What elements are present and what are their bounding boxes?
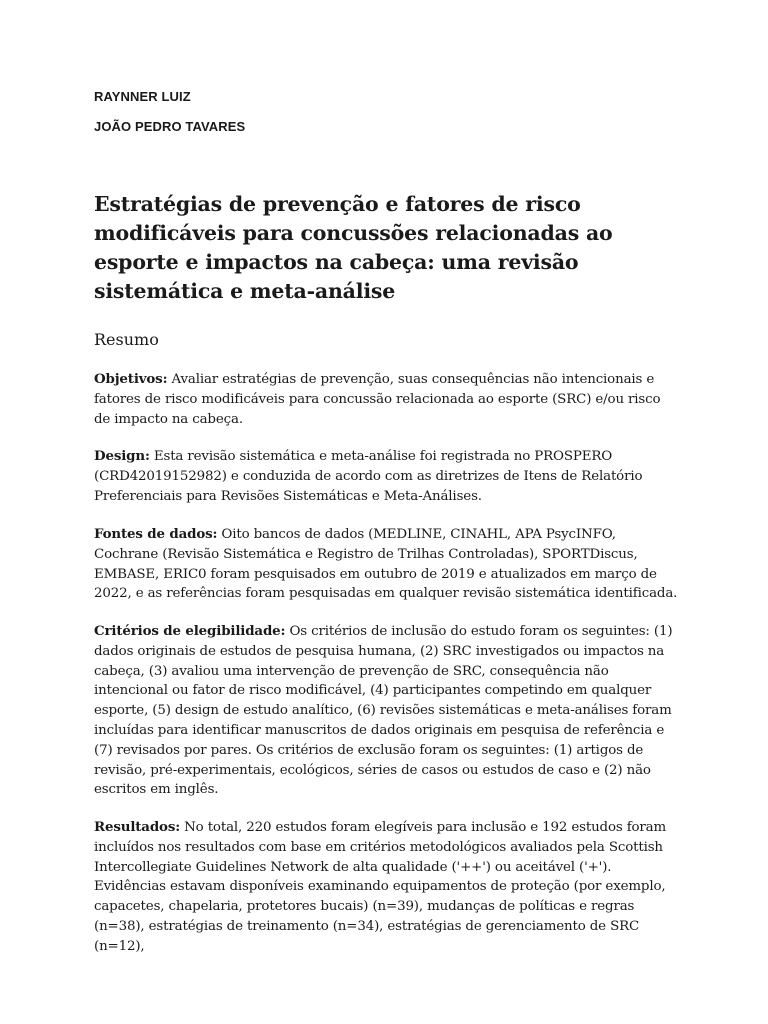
paragraph-text: No total, 220 estudos foram elegíveis para inclusão e 192 estudos foram incluídos nos resultados com base em critérios metodológicos avaliados pela Scottish Intercollegiate Guidelines Network de alta qualidade ('++') ou aceitável ('+'). Evidências estavam disponíveis examinando equipamentos de proteção (por exemplo, capacetes, chapelaria, protetores bucais) (n=39), mudanças de políticas e regras (n=38), estratégias de treinamento (n=34), estratégias de gerenciamento de SRC (n=12), — [94, 820, 667, 954]
paragraph-label: Design: — [94, 448, 150, 464]
paragraph-text: Esta revisão sistemática e meta-análise foi registrada no PROSPERO (CRD42019152982) e conduzida de acordo com as diretrizes de Itens de Relatório Preferenciais para Revisões Sistemáticas e Meta-Análises. — [94, 449, 643, 504]
section-heading-resumo: Resumo — [94, 330, 159, 349]
abstract-fontes-de-dados — [94, 525, 680, 604]
paragraph-label: Fontes de dados: — [94, 526, 218, 542]
paragraph-text: Oito bancos de dados (MEDLINE, CINAHL, APA PsycINFO, Cochrane (Revisão Sistemática e Registro de Trilhas Controladas), SPORTDiscus, EMBASE, ERIC0 foram pesquisados em outubro de 2019 e atualizados em março de 2022, e as referências foram pesquisadas em qualquer revisão sistemática identificada. — [94, 527, 678, 602]
author-name: RAYNNER LUIZ — [94, 89, 191, 104]
paragraph-text: Avaliar estratégias de prevenção, suas consequências não intencionais e fatores de risco modificáveis para concussão relacionada ao esporte (SRC) e/ou risco de impacto na cabeça. — [94, 372, 661, 427]
abstract-resultados — [94, 818, 680, 957]
abstract-design — [94, 447, 680, 506]
paper-title: Estratégias de prevenção e fatores de risco modificáveis para concussões relacionadas ao esporte e impactos na cabeça: uma revisão sistemática e meta-análise — [94, 192, 613, 303]
abstract-objetivos — [94, 370, 680, 429]
paragraph-label: Resultados: — [94, 819, 180, 835]
paragraph-label: Critérios de elegibilidade: — [94, 623, 286, 639]
author-name: JOÃO PEDRO TAVARES — [94, 119, 246, 134]
paragraph-text: Os critérios de inclusão do estudo foram os seguintes: (1) dados originais de estudos de pesquisa humana, (2) SRC investigados ou impactos na cabeça, (3) avaliou uma intervenção de prevenção de SRC, consequência não intencional ou fator de risco modificável, (4) participantes competindo em qualquer esporte, (5) design de estudo analítico, (6) revisões sistemáticas e meta-análises foram incluídas para identificar manuscritos de dados originais em pesquisa de referência e (7) revisados por pares. Os critérios de exclusão foram os seguintes: (1) artigos de revisão, pré-experimentais, ecológicos, séries de casos ou estudos de caso e (2) não escritos em inglês. — [94, 624, 673, 798]
abstract-criterios-de-elegibilidade — [94, 622, 680, 800]
paragraph-label: Objetivos: — [94, 371, 168, 387]
